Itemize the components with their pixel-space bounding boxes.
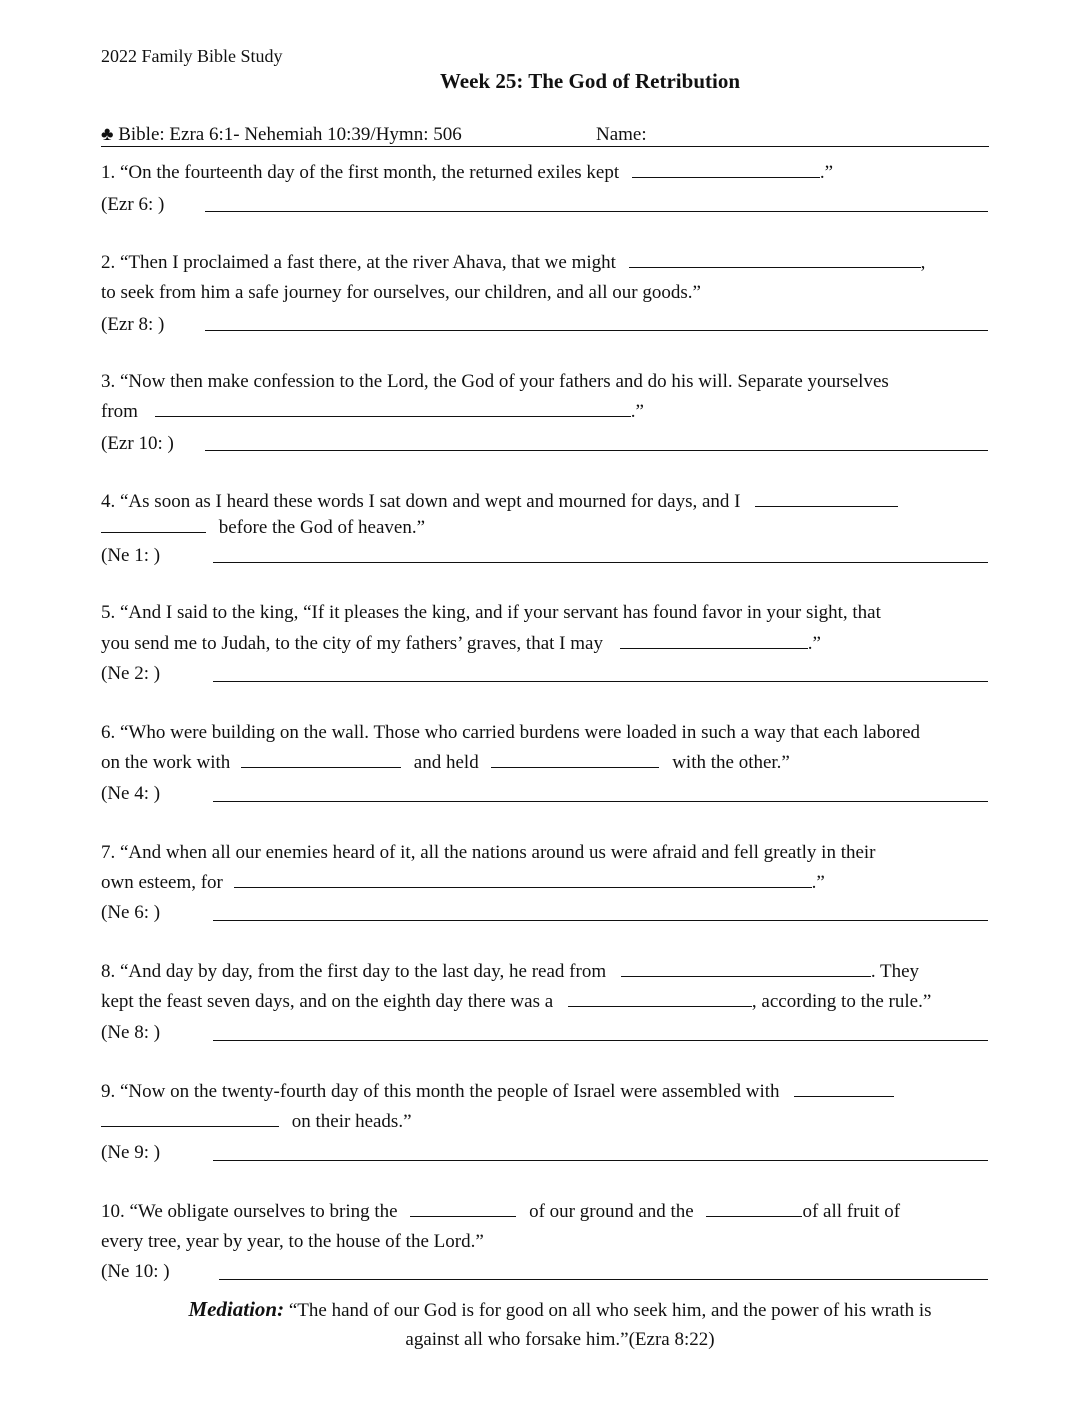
- question-10-reference: (Ne 10: ): [101, 1261, 170, 1282]
- question-8-blank-1[interactable]: [621, 962, 871, 977]
- reading-assignment: ♣ Bible: Ezra 6:1- Nehemiah 10:39/Hymn: 506: [101, 124, 462, 145]
- question-9-answer-line[interactable]: [213, 1160, 988, 1161]
- question-10-line-1: 10. “We obligate ourselves to bring the of our ground and the of all fruit of: [101, 1201, 901, 1222]
- question-8-line-1: 8. “And day by day, from the first day to the last day, he read from . They: [101, 961, 920, 982]
- question-6-reference: (Ne 4: ): [101, 783, 161, 804]
- question-7-line-2: own esteem, for .”: [101, 872, 825, 893]
- series-label: 2022 Family Bible Study: [101, 46, 283, 66]
- question-9-line-2: on their heads.”: [101, 1111, 412, 1133]
- question-7-reference: (Ne 6: ): [101, 902, 161, 923]
- question-7-blank-1[interactable]: [234, 873, 812, 888]
- meditation-line-1: [0, 1295, 1088, 1325]
- question-2-answer-line[interactable]: [205, 330, 988, 331]
- question-8-line-2: kept the feast seven days, and on the eighth day there was a , according to the rule.”: [101, 991, 932, 1012]
- question-3-line-2: from .”: [101, 401, 644, 422]
- question-9-line-1: 9. “Now on the twenty-fourth day of this month the people of Israel were assembled with: [101, 1081, 894, 1103]
- question-5-blank-1[interactable]: [620, 634, 808, 649]
- question-7-line-1: 7. “And when all our enemies heard of it, all the nations around us were afraid and fell greatly in their: [101, 842, 876, 863]
- question-6-blank-1[interactable]: [241, 753, 401, 768]
- question-9-reference: (Ne 9: ): [101, 1142, 161, 1163]
- question-3-answer-line[interactable]: [205, 450, 988, 451]
- question-10-answer-line[interactable]: [219, 1279, 988, 1280]
- meditation-text-2: against all who forsake him.”(Ezra 8:22): [405, 1329, 715, 1350]
- meditation-footer: [0, 1295, 1088, 1354]
- meditation-label: Mediation:: [188, 1297, 285, 1321]
- name-field[interactable]: [101, 146, 989, 147]
- question-5-line-2: you send me to Judah, to the city of my fathers’ graves, that I may .”: [101, 633, 821, 654]
- meditation-text-1: “The hand of our God is for good on all who seek him, and the power of his wrath is: [284, 1300, 932, 1321]
- question-3-reference: (Ezr 10: ): [101, 433, 174, 454]
- question-10-blank-1[interactable]: [410, 1202, 516, 1217]
- question-5-reference: (Ne 2: ): [101, 663, 161, 684]
- question-5-answer-line[interactable]: [213, 681, 988, 682]
- question-9-blank-1-continued[interactable]: [101, 1112, 279, 1127]
- question-8-answer-line[interactable]: [213, 1040, 988, 1041]
- question-10-line-2: every tree, year by year, to the house of the Lord.”: [101, 1231, 484, 1252]
- question-3-blank-1[interactable]: [155, 402, 631, 417]
- question-6-line-1: 6. “Who were building on the wall. Those who carried burdens were loaded in such a way that each labored: [101, 722, 921, 743]
- question-2-reference: (Ezr 8: ): [101, 314, 165, 335]
- question-2-blank-1[interactable]: [629, 253, 921, 268]
- question-4-line-2: before the God of heaven.”: [101, 517, 425, 539]
- question-1-answer-line[interactable]: [205, 211, 988, 212]
- name-label: Name:: [596, 124, 647, 145]
- question-7-answer-line[interactable]: [213, 920, 988, 921]
- question-4-reference: (Ne 1: ): [101, 545, 161, 566]
- question-4-answer-line[interactable]: [213, 562, 988, 563]
- page-title: Week 25: The God of Retribution: [439, 69, 741, 93]
- question-8-reference: (Ne 8: ): [101, 1022, 161, 1043]
- question-10-blank-2[interactable]: [706, 1202, 802, 1217]
- question-6-blank-2[interactable]: [491, 753, 659, 768]
- question-8-blank-2[interactable]: [568, 992, 752, 1007]
- question-9-blank-1[interactable]: [794, 1082, 894, 1097]
- question-1-line-1: 1. “On the fourteenth day of the first month, the returned exiles kept .”: [101, 162, 834, 183]
- question-4-blank-1[interactable]: [755, 492, 898, 507]
- question-4-line-1: 4. “As soon as I heard these words I sat down and wept and mourned for days, and I: [101, 491, 898, 513]
- question-2-line-1: 2. “Then I proclaimed a fast there, at the river Ahava, that we might ,: [101, 252, 926, 273]
- question-1-reference: (Ezr 6: ): [101, 194, 165, 215]
- question-1-blank-1[interactable]: [632, 163, 820, 178]
- question-6-answer-line[interactable]: [213, 801, 988, 802]
- question-5-line-1: 5. “And I said to the king, “If it pleases the king, and if your servant has found favor in your sight, that: [101, 602, 881, 623]
- question-4-blank-1-continued[interactable]: [101, 518, 206, 533]
- question-6-line-2: on the work with and held with the other.”: [101, 752, 790, 773]
- question-2-line-2: to seek from him a safe journey for ourselves, our children, and all our goods.”: [101, 282, 701, 303]
- question-3-line-1: 3. “Now then make confession to the Lord, the God of your fathers and do his will. Separate yourselves: [101, 371, 889, 392]
